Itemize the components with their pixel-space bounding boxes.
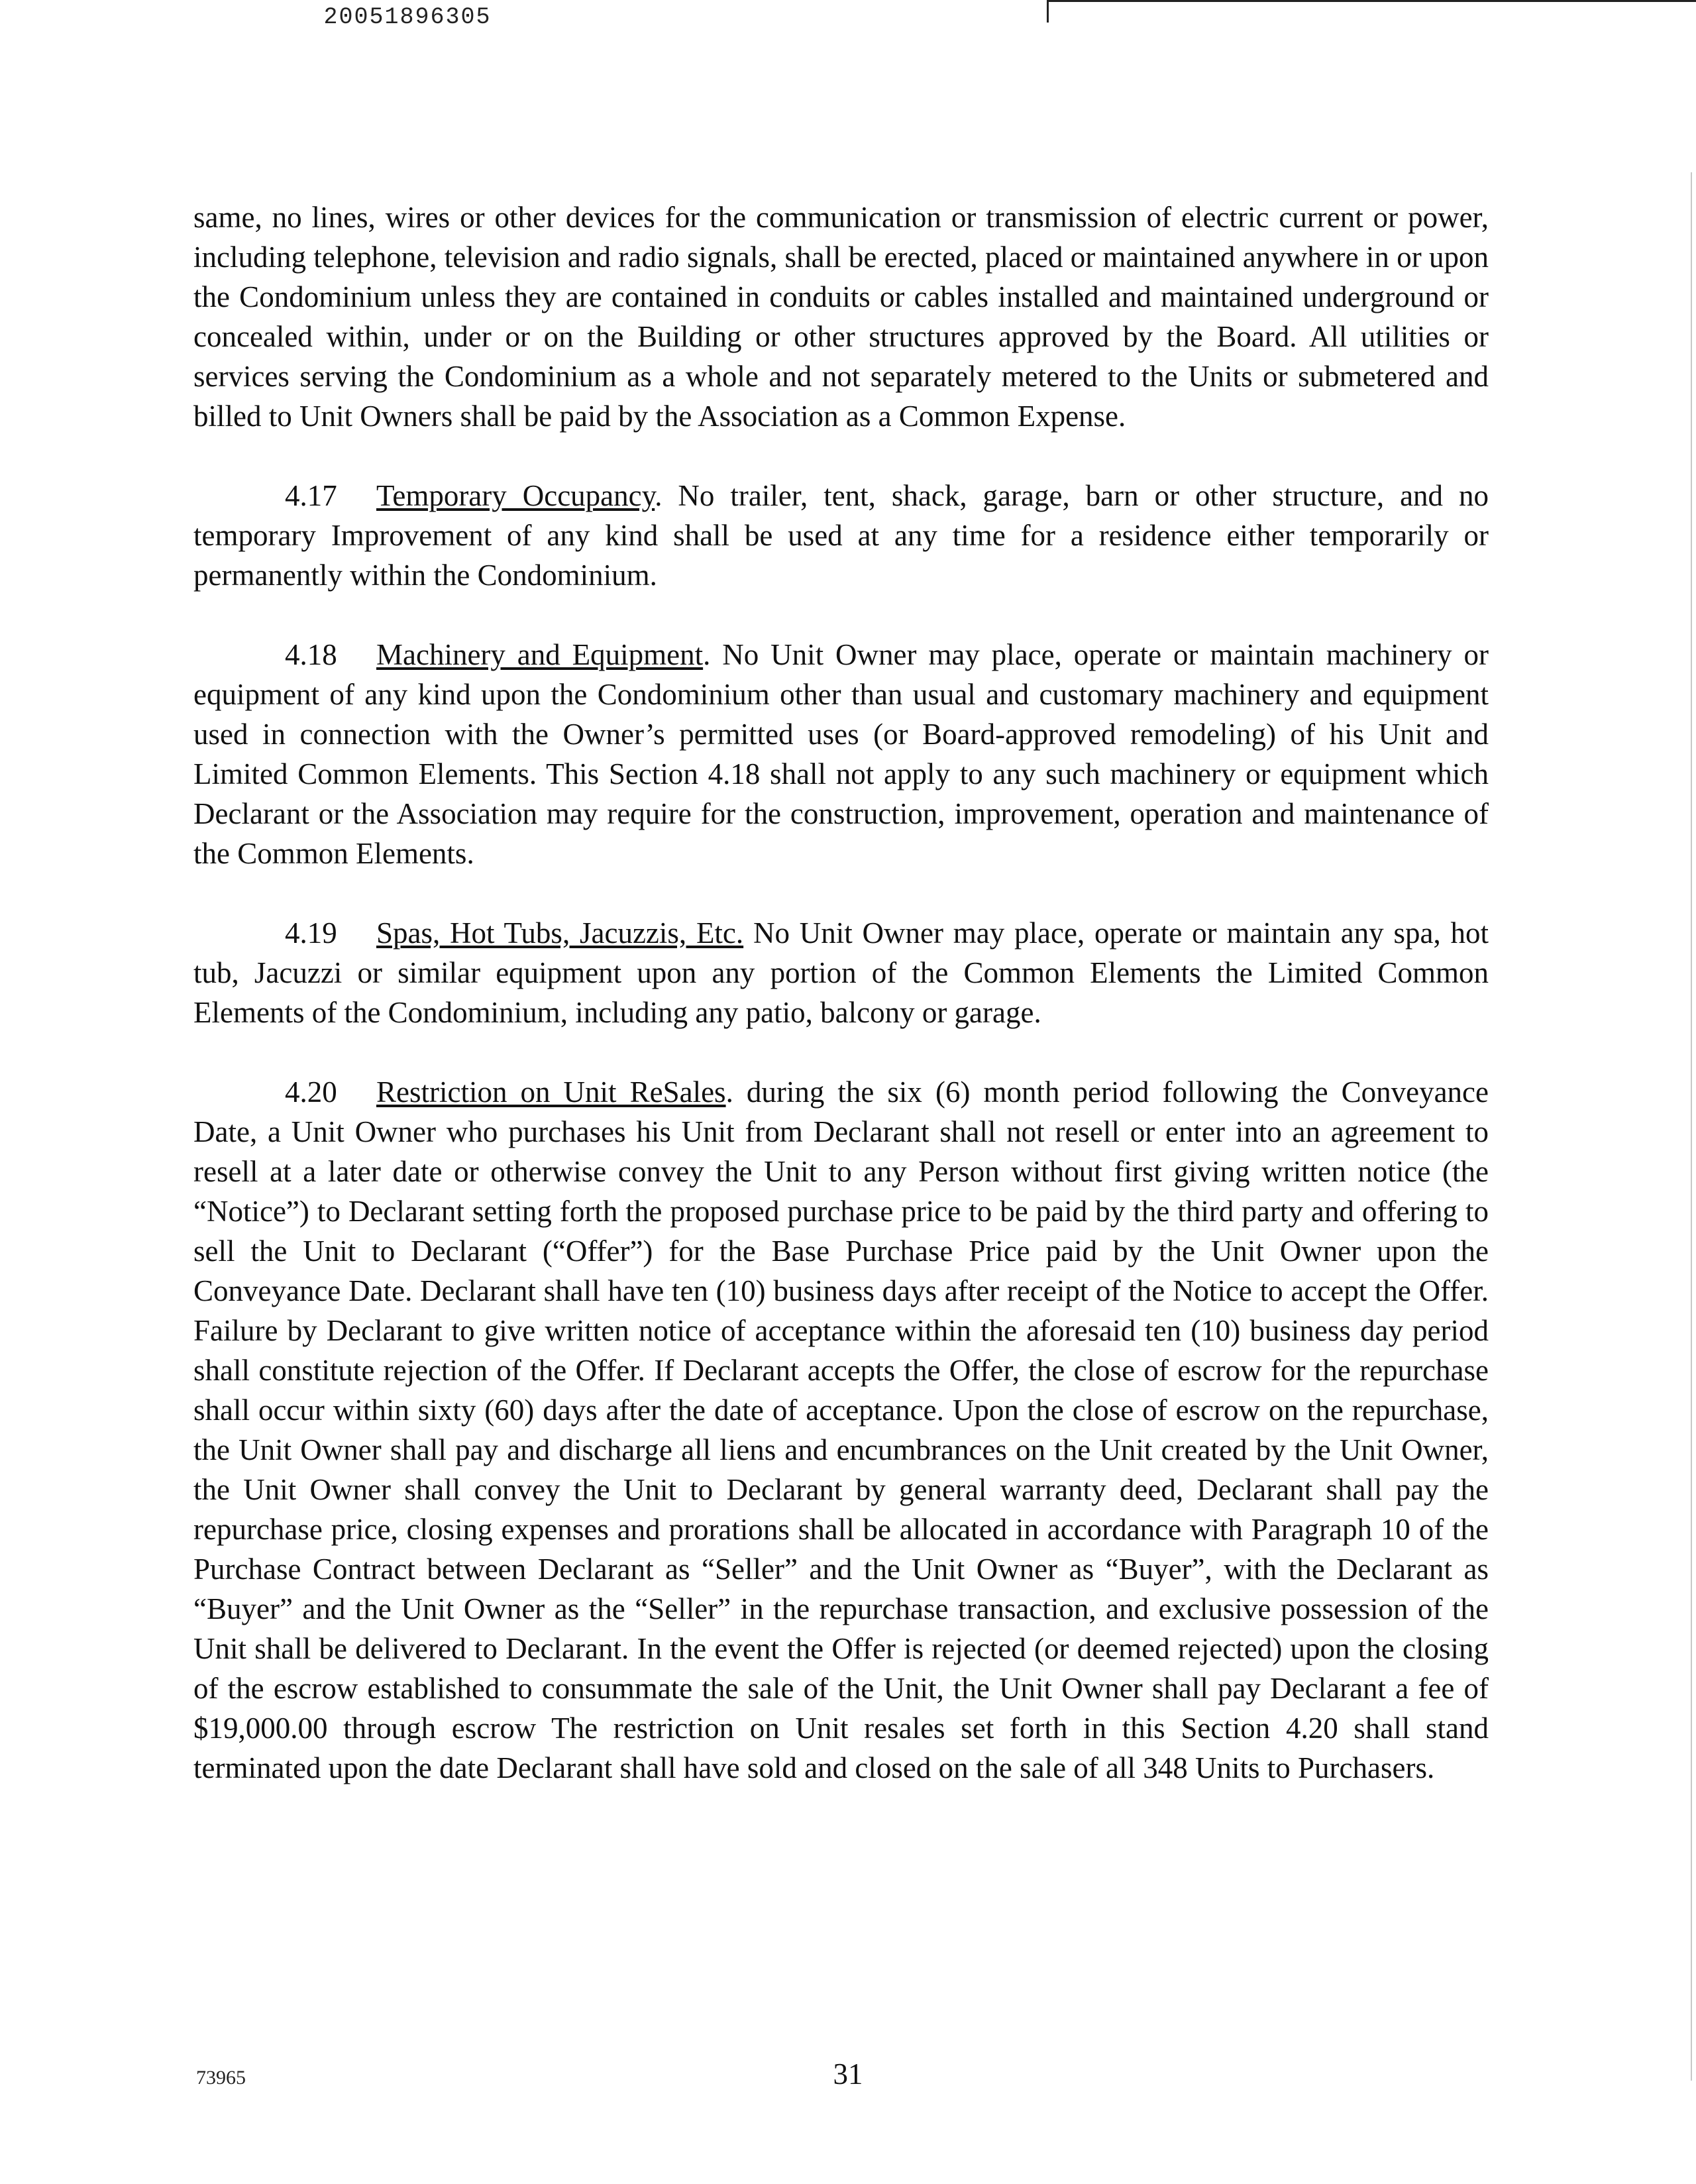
section-4-20 [193, 1072, 1489, 1788]
page-number: 31 [833, 2057, 863, 2091]
section-number: 4.18 [285, 638, 337, 671]
section-4-17 [193, 476, 1489, 595]
paragraph-text: same, no lines, wires or other devices for the communication or transmission of electric current or power, including telephone, television and radio signals, shall be erected, placed or maintained anywhere in or upon the Condominium unless they are contained in conduits or cables installed and maintained underground or concealed within, under or on the Building or other structures approved by the Board. All utilities or services serving the Condominium as a whole and not separately metered to the Units or submetered and billed to Unit Owners shall be paid by the Association as a Common Expense. [193, 201, 1489, 433]
section-number: 4.17 [285, 479, 337, 512]
section-number: 4.20 [285, 1075, 337, 1109]
section-text: . during the six (6) month period following the Conveyance Date, a Unit Owner who purchases his Unit from Declarant shall not resell or enter into an agreement to resell at a later date or otherwise convey the Unit to any Person without first giving written notice (the “Notice”) to Declarant setting forth the proposed purchase price to be paid by the third party and offering to sell the Unit to Declarant (“Offer”) for the Base Purchase Price paid by the Unit Owner upon the Conveyance Date. Declarant shall have ten (10) business days after receipt of the Notice to accept the Offer. Failure by Declarant to give written notice of acceptance within the aforesaid ten (10) business day period shall constitute rejection of the Offer. If Declarant accepts the Offer, the close of escrow for the repurchase shall occur within sixty (60) days after the date of acceptance. Upon the close of escrow on the repurchase, the Unit Owner shall pay and discharge all liens and encumbrances on the Unit created by the Unit Owner, the Unit Owner shall convey the Unit to Declarant by general warranty deed, Declarant shall pay the repurchase price, closing expenses and prorations shall be allocated in accordance with Paragraph 10 of the Purchase Contract between Declarant as “Seller” and the Unit Owner as “Buyer”, with the Declarant as “Buyer” and the Unit Owner as the “Seller” in the repurchase transaction, and exclusive possession of the Unit shall be delivered to Declarant. In the event the Offer is rejected (or deemed rejected) upon the closing of the escrow established to consummate the sale of the Unit, the Unit Owner shall pay Declarant a fee of $19,000.00 through escrow The restriction on Unit resales set forth in this Section 4.20 shall stand terminated upon the date Declarant shall have sold and closed on the sale of all 348 Units to Purchasers. [193, 1075, 1489, 1784]
section-4-19 [193, 913, 1489, 1032]
section-text: . No trailer, tent, shack, garage, barn or other structure, and no temporary Improvement of any kind shall be used at any time for a residence either temporarily or permanently within the Condominium. [193, 479, 1489, 592]
section-number: 4.19 [285, 916, 337, 950]
section-heading: Restriction on Unit ReSales [376, 1075, 726, 1109]
recording-number: 20051896305 [323, 4, 492, 30]
section-text: . No Unit Owner may place, operate or maintain machinery or equipment of any kind upon the Condominium other than usual and customary machinery and equipment used in connection with the Owner’s permitted uses (or Board-approved remodeling) of his Unit and Limited Common Elements. This Section 4.18 shall not apply to any such machinery or equipment which Declarant or the Association may require for the construction, improvement, operation and maintenance of the Common Elements. [193, 638, 1489, 870]
document-body [193, 197, 1489, 1828]
document-code: 73965 [196, 2067, 246, 2089]
top-rule-line [1047, 0, 1696, 2]
continuation-paragraph [193, 197, 1489, 436]
top-rule-tick [1047, 0, 1049, 23]
section-heading: Machinery and Equipment [376, 638, 704, 671]
section-text: No Unit Owner may place, operate or maintain any spa, hot tub, Jacuzzi or similar equipment upon any portion of the Common Elements the Limited Common Elements of the Condominium, including any patio, balcony or garage. [193, 916, 1489, 1029]
section-heading: Spas, Hot Tubs, Jacuzzis, Etc. [376, 916, 744, 950]
page-edge-line [1691, 172, 1692, 2081]
section-heading: Temporary Occupancy [376, 479, 655, 512]
section-4-18 [193, 635, 1489, 873]
